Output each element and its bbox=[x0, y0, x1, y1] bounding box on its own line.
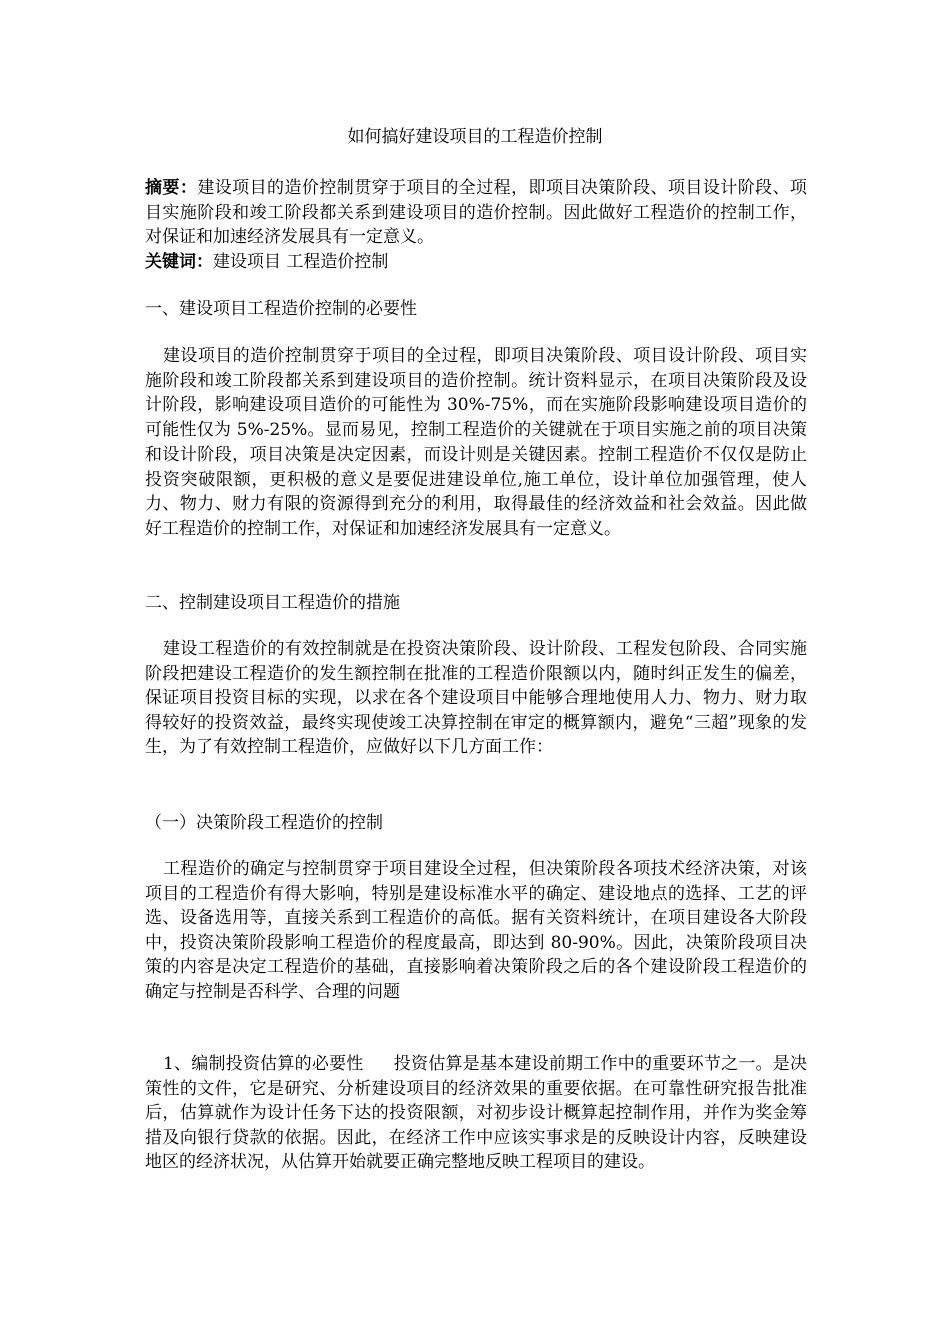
keywords-label: 关键词： bbox=[145, 252, 213, 272]
keywords-text: 建设项目 工程造价控制 bbox=[213, 252, 389, 272]
item1-block bbox=[145, 1052, 807, 1175]
abstract-block bbox=[145, 176, 807, 250]
item1-heading: 1、编制投资估算的必要性 bbox=[163, 1054, 364, 1074]
document-title: 如何搞好建设项目的工程造价控制 bbox=[347, 127, 603, 147]
subsection1-paragraph: 工程造价的确定与控制贯穿于项目建设全过程，但决策阶段各项技术经济决策，对该项目的工程造价有得大影响，特别是建设标准水平的确定、建设地点的选择、工艺的评选、设备选用等，直接关系到工程造价的高低。据有关资料统计，在项目建设各大阶段中，投资决策阶段影响工程造价的程度最高，即达到 80-90%。因此，决策阶段项目决策的内容是决定工程造价的基础，直接影响着决策阶段之后的各个建设阶段工程造价的确定与控制是否科学、合理的问题 bbox=[145, 859, 807, 1002]
subsection1-heading: （一）决策阶段工程造价的控制 bbox=[145, 813, 383, 833]
abstract-text: 建设项目的造价控制贯穿于项目的全过程，即项目决策阶段、项目设计阶段、项目实施阶段和竣工阶段都关系到建设项目的造价控制。因此做好工程造价的控制工作，对保证和加速经济发展具有一定意义。 bbox=[145, 178, 808, 247]
abstract-label: 摘要： bbox=[145, 178, 198, 198]
item1-paragraph: 投资估算是基本建设前期工作中的重要环节之一。是决策性的文件，它是研究、分析建设项目的经济效果的重要依据。在可靠性研究报告批准后，估算就作为设计任务下达的投资限额，对初步设计概算起控制作用，并作为奖金筹措及向银行贷款的依据。因此，在经济工作中应该实事求是的反映设计内容，反映建设地区的经济状况，从估算开始就要正确完整地反映工程项目的建设。 bbox=[145, 1054, 807, 1172]
section1-paragraph: 建设项目的造价控制贯穿于项目的全过程，即项目决策阶段、项目设计阶段、项目实施阶段和竣工阶段都关系到建设项目的造价控制。统计资料显示，在项目决策阶段及设计阶段，影响建设项目造价的可能性为 30%-75%，而在实施阶段影响建设项目造价的可能性仅为 5%-25%。显而易见，控制工程造价的关键就在于项目实施之前的项目决策和设计阶段，项目决策是决定因素，而设计则是关键因素。控制工程造价不仅仅是防止投资突破限额，更积极的意义是要促进建设单位,施工单位，设计单位加强管理，使人力、物力、财力有限的资源得到充分的利用，取得最佳的经济效益和社会效益。因此做好工程造价的控制工作，对保证和加速经济发展具有一定意义。 bbox=[145, 346, 807, 539]
section2-heading: 二、控制建设项目工程造价的措施 bbox=[145, 593, 400, 613]
section1-heading: 一、建设项目工程造价控制的必要性 bbox=[145, 299, 417, 319]
section2-paragraph: 建设工程造价的有效控制就是在投资决策阶段、设计阶段、工程发包阶段、合同实施阶段把建设工程造价的发生额控制在批准的工程造价限额以内，随时纠正发生的偏差，保证项目投资目标的实现，以求在各个建设项目中能够合理地使用人力、物力、财力取得较好的投资效益，最终实现使竣工决算控制在审定的概算额内，避免“三超”现象的发生，为了有效控制工程造价，应做好以下几方面工作： bbox=[145, 639, 807, 757]
keywords-block bbox=[145, 250, 807, 275]
